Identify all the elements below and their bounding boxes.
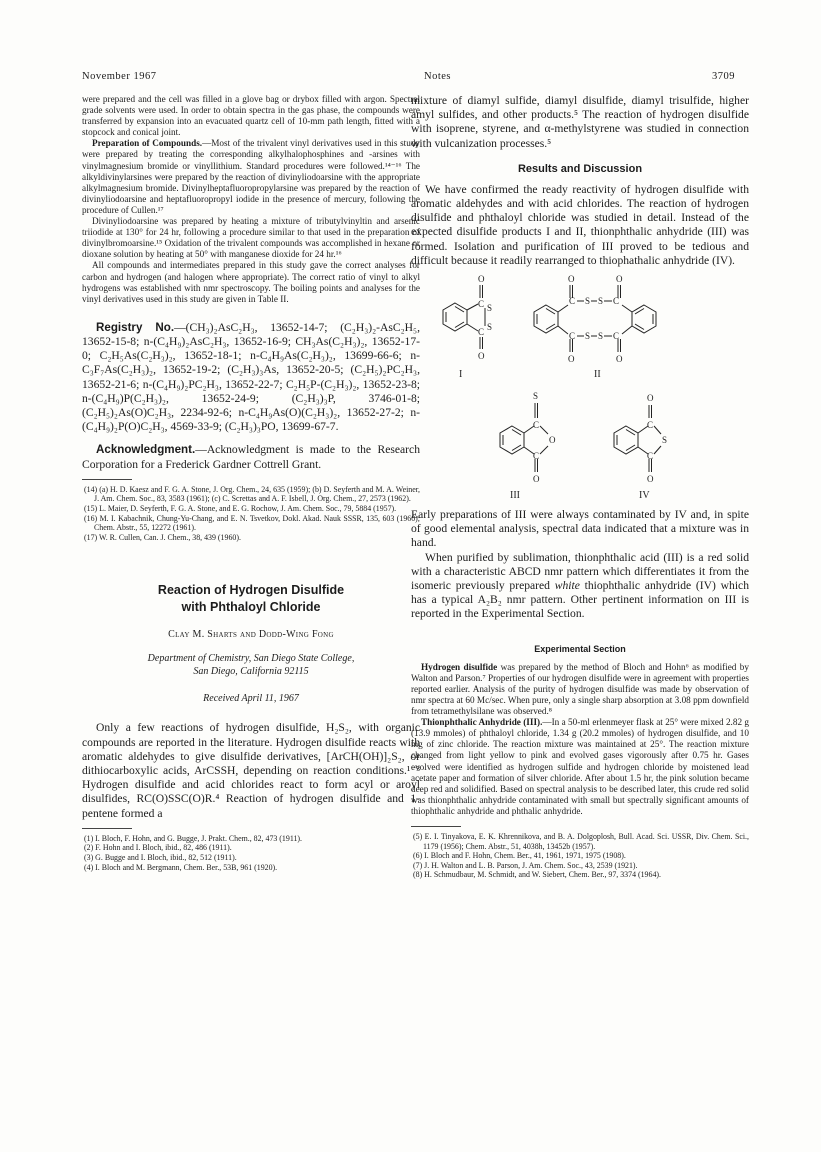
atom-label: S [487, 322, 493, 333]
structure-label-III: III [510, 490, 520, 502]
results-text-continued [411, 508, 749, 622]
page-number: 3709 [712, 71, 735, 82]
article-affiliation [82, 653, 420, 678]
atom-label: S [585, 331, 591, 342]
atom-label: O [647, 393, 654, 404]
structures-I-II [411, 268, 749, 386]
atom-label: C [478, 299, 485, 310]
atom-label: C [533, 420, 540, 431]
paragraph: We have confirmed the ready reactivity of hydrogen disulfide with aromatic aldehydes and with acid chlorides. The reaction of hydrogen disulfide and phthaloyl chloride was studied in detail. Instead of the expected disulfide products I and II, thionphthalic anhydride (III) was formed. Isolation and purification of III proved to be tedious and difficult because it readily rearranged to thiophathalic anhydride (IV). [411, 182, 749, 267]
footnote: (3) G. Bugge and I. Bloch, ibid., 82, 512 (1911). [84, 852, 237, 862]
footnotes-right [411, 832, 749, 880]
atom-label: S [598, 331, 604, 342]
footnote: (6) I. Bloch and F. Hohn, Chem. Ber., 41, 1961, 1971, 1975 (1908). [413, 851, 626, 861]
emphasis: white [554, 579, 580, 593]
footnote: (7) J. H. Walton and L. B. Parson, J. Am. Chem. Soc., 43, 2539 (1921). [413, 860, 638, 870]
atom-label: O [568, 274, 575, 285]
structure-label-I: I [459, 369, 463, 381]
run-in-heading: Preparation of Compounds. [92, 138, 203, 149]
paragraph: Early preparations of III were always contaminated by IV and, in spite of good elemental analysis, spectral data indicated that a mixture was in hand. [411, 508, 749, 550]
footnotes-article [82, 834, 420, 872]
registry-block [82, 321, 420, 472]
acknowledgment [82, 443, 420, 471]
atom-label: S [585, 296, 591, 307]
paragraph: All compounds and intermediates prepared in this study gave the correct analyses for carbon and hydrogen (and halogen where appropriate). The correct ratio of vinyl to alkyl hydrogens was established with nmr spectroscopy. The boiling points and analyses for the vinyl derivatives used in this study are given in Table II. [82, 260, 420, 304]
right-column [411, 94, 749, 880]
atom-label: C [533, 451, 540, 462]
footnotes-previous-article [82, 485, 420, 543]
footnote: (17) W. R. Cullen, Can. J. Chem., 38, 439 (1960). [84, 532, 241, 542]
results-text [411, 183, 749, 268]
paragraph-text: was prepared by the method of Bloch and Hohn⁶ as modified by Walton and Parson.⁷ Properties of our hydrogen disulfide were in agreement with properties reported earlier. Analysis of the purity of hydrogen disulfide was made by observation of nmr spectra at 60 Mc/sec. When pure, only a single sharp absorption at 3.08 ppm downfield from tetramethylsilane was observed.⁸ [411, 661, 749, 717]
results-heading: Results and Discussion [517, 162, 643, 175]
paragraph [411, 662, 749, 717]
footnote: (4) I. Bloch and M. Bergmann, Chem. Ber., 53B, 961 (1920). [84, 862, 278, 872]
footnote: (15) L. Maier, D. Seyferth, F. G. A. Stone, and E. G. Rochow, J. Am. Chem. Soc., 79, 5884 (1957). [84, 504, 397, 513]
footnote-rule [82, 828, 132, 829]
previous-article-text [82, 94, 420, 305]
run-in-heading: Thionphthalic Anhydride (III). [421, 717, 543, 728]
left-column [82, 94, 420, 872]
running-header-section: Notes [424, 71, 451, 82]
atom-label: O [568, 354, 575, 365]
atom-label: O [549, 435, 556, 446]
atom-label: C [647, 451, 654, 462]
paragraph-text: —Most of the trivalent vinyl derivatives used in this study were prepared by treating the corresponding alkylhalophosphines and -arsines with vinylmagnesium bromide or vinyllithium. Standard procedures were followed.¹⁴⁻¹⁶ The alkyldivinylarsines were prepared by the reaction of divinyliodoarsine with the appropriate alkylmagnesium bromide. Divinylheptafluoropropylarsine was prepared by the reaction of divinyliodoarsine and heptafluoropropyl iodide in the presence of mercury, following the procedure of Cullen.¹⁷ [82, 138, 421, 215]
footnote: (14) (a) H. D. Kaesz and F. G. A. Stone, J. Org. Chem., 24, 635 (1959); (b) D. Seyferth and M. A. Weiner, J. Am. Chem. Soc., 83, 3583 (1961); (c) C. Screttas and A. F. Isbell, J. Org. Chem., 27, 2573 (1962). [84, 484, 420, 504]
atom-label: O [616, 274, 623, 285]
footnote: (1) I. Bloch, F. Hohn, and G. Bugge, J. Prakt. Chem., 82, 473 (1911). [84, 833, 303, 843]
paragraph-text: —In a 50-ml erlenmeyer flask at 25° were mixed 2.82 g (13.9 mmoles) of phthaloyl chloride, 1.34 g (20.2 mmoles) of hydrogen disulfide, and 10 mg of zinc chloride. The reaction mixture was maintained at 25°. The reaction mixture changed from light yellow to pink and evolved gases vigorously after 0.75 hr. Gases evolved were identified as hydrogen sulfide and hydrogen chloride by moistened lead acetate paper and formation of silver chloride. After about 1.5 hr, the pink solution became deep red and solidified. Based on spectral analysis to be described later, this crude red solid was thionphthalic anhydride contaminated with small but spectrally significant amounts of thiophthalic anhydride and phthalic anhydride. [411, 717, 749, 816]
acknowledgment-text: —Acknowledgment is made to the Research Corporation for a Frederick Gardner Cottrell Grant. [82, 443, 420, 471]
article-title-line: with Phthaloyl Chloride [181, 600, 321, 615]
footnote-rule [411, 826, 461, 827]
registry-text: —(CH₃)₂AsC₂H₃, 13652-14-7; (C₂H₃)₂-AsC₂H₅, 13652-15-8; n-(C₄H₉)₂AsC₂H₃, 13652-16-9; CH₃As(C₂H₃)₂, 13652-17-0; C₂H₅As(C₂H₃)₂, 13652-18-1; n-C₄H₉As(C₂H₃)₂, 13699-66-6; n-C₃F₇As(C₂H₃)₂, 13652-19-2; (C₂H₃)₃As, 13652-20-5; (C₂H₅)₂PC₂H₃, 13652-21-6; n-(C₄H₉)₂PC₂H₃, 13652-22-7; C₂H₅P-(C₂H₃)₂, 13652-23-8; n-(C₄H₉)P(C₂H₃)₂, 13652-24-9; (C₂H₃)₃P, 3746-01-8; (C₂H₅)₂As(O)C₂H₃, 2234-92-6; n-C₄H₉As(O)(C₂H₃)₂, 13652-27-2; n-(C₄H₉)₂P(O)C₂H₃, 4569-33-9; (C₂H₃)₃PO, 13699-67-7. [82, 320, 420, 434]
continued-text [411, 94, 749, 151]
run-in-heading: Hydrogen disulfide [421, 661, 498, 672]
article-title [82, 582, 420, 616]
paragraph [411, 717, 749, 817]
atom-label: C [613, 296, 620, 307]
atom-label: O [533, 474, 540, 485]
benzene-ring [614, 426, 638, 454]
atom-label: C [613, 331, 620, 342]
article-title-line: Reaction of Hydrogen Disulfide [157, 583, 345, 598]
benzene-ring [500, 426, 524, 454]
footnote: (8) H. Schmudbaur, M. Schmidt, and W. Siebert, Chem. Ber., 97, 3374 (1964). [413, 870, 661, 880]
affiliation-line: San Diego, California 92115 [193, 665, 309, 677]
paragraph: mixture of diamyl sulfide, diamyl disulfide, diamyl trisulfide, higher amyl sulfides, and other products.⁵ The reaction of hydrogen disulfide with isoprene, styrene, and α-methylstyrene was studied in connection with vulcanization processes.⁵ [411, 94, 749, 150]
paragraph: were prepared and the cell was filled in a glove bag or drybox filled with argon. Spectral grade solvents were used. In order to obtain spectra in the gas phase, the compounds were transferred by expansion into an evacuated quartz cell of 10-mm path length, fitted with a stopcock and conical joint. [82, 94, 420, 138]
paragraph [411, 551, 749, 622]
acknowledgment-heading: Acknowledgment. [96, 443, 196, 457]
footnote: (2) F. Hohn and I. Bloch, ibid., 82, 486 (1911). [84, 843, 232, 853]
paragraph-text: thiophthalic anhydride (IV) which has a typical A₂B₂ nmr pattern. Other pertinent information on III is reported in the Experimental Section. [411, 579, 749, 621]
intro-text [82, 721, 420, 820]
atom-label: S [533, 391, 539, 402]
experimental-heading: Experimental Section [534, 643, 626, 654]
paragraph [82, 138, 420, 216]
structure-label-IV: IV [639, 490, 650, 502]
footnote-rule [82, 479, 132, 480]
received-date: Received April 11, 1967 [203, 693, 299, 705]
atom-label: C [569, 331, 576, 342]
registry-numbers [82, 321, 420, 435]
benzene-ring [632, 305, 656, 333]
paragraph: Only a few reactions of hydrogen disulfide, H₂S₂, with organic compounds are reported in the literature. Hydrogen disulfide reacts with aromatic aldehydes to give disulfide derivatives, [ArCH(OH)]₂S₂, or dithiocarboxylic acids, ArCSSH, depending on reaction conditions.¹⁻³ Hydrogen disulfide and acid chlorides react to form acyl or aroyl disulfides, RC(O)SSC(O)R.⁴ Reaction of hydrogen disulfide and 1-pentene formed a [82, 721, 420, 820]
running-header-date: November 1967 [82, 71, 157, 82]
atom-label: C [647, 420, 654, 431]
structures-III-IV [411, 386, 749, 504]
atom-label: S [662, 435, 668, 446]
atom-label: O [647, 474, 654, 485]
atom-label: S [487, 303, 493, 314]
experimental-text [411, 662, 749, 817]
benzene-ring [534, 305, 558, 333]
atom-label: C [478, 327, 485, 338]
atom-label: S [598, 296, 604, 307]
benzene-ring [443, 303, 467, 331]
footnote: (16) M. I. Kabachnik, Chung-Yu-Chang, and E. N. Tsvetkov, Dokl. Akad. Nauk SSSR, 135, 603 (1960); Chem. Abstr., 55, 12272 (1961). [84, 513, 420, 533]
paragraph-text: When purified by sublimation, thionphthalic acid (III) is a red solid with a characteristic ABCD nmr pattern which differentiates it from the isomeric previously prepared [411, 550, 749, 593]
article-authors: Clay M. Sharts and Dodd-Wing Fong [168, 629, 334, 641]
structure-label-II: II [594, 369, 601, 381]
footnote: (5) E. I. Tinyakova, E. K. Khrennikova, and B. A. Dolgoplosh, Bull. Acad. Sci. USSR, Div. Chem. Sci., 1179 (1956); Chem. Abstr., 51, 4038h, 13452b (1957). [413, 831, 749, 851]
structures-III-IV-drawing [411, 386, 749, 504]
structures-I-II-drawing [411, 268, 749, 386]
registry-heading: Registry No. [96, 320, 175, 334]
paragraph: Divinyliodoarsine was prepared by heating a mixture of tributylvinyltin and arsenic triiodide at 130° for 24 hr, following a procedure similar to that used in the preparation of divinylbromoarsine.¹⁵ Oxidation of the trivalent compounds was accomplished in hexane or dioxane solution by heating at 50° with manganese dioxide for 24 hr.¹⁶ [82, 216, 420, 260]
atom-label: O [616, 354, 623, 365]
atom-label: O [478, 274, 485, 285]
atom-label: O [478, 351, 485, 362]
affiliation-line: Department of Chemistry, San Diego State College, [147, 653, 355, 665]
atom-label: C [569, 296, 576, 307]
